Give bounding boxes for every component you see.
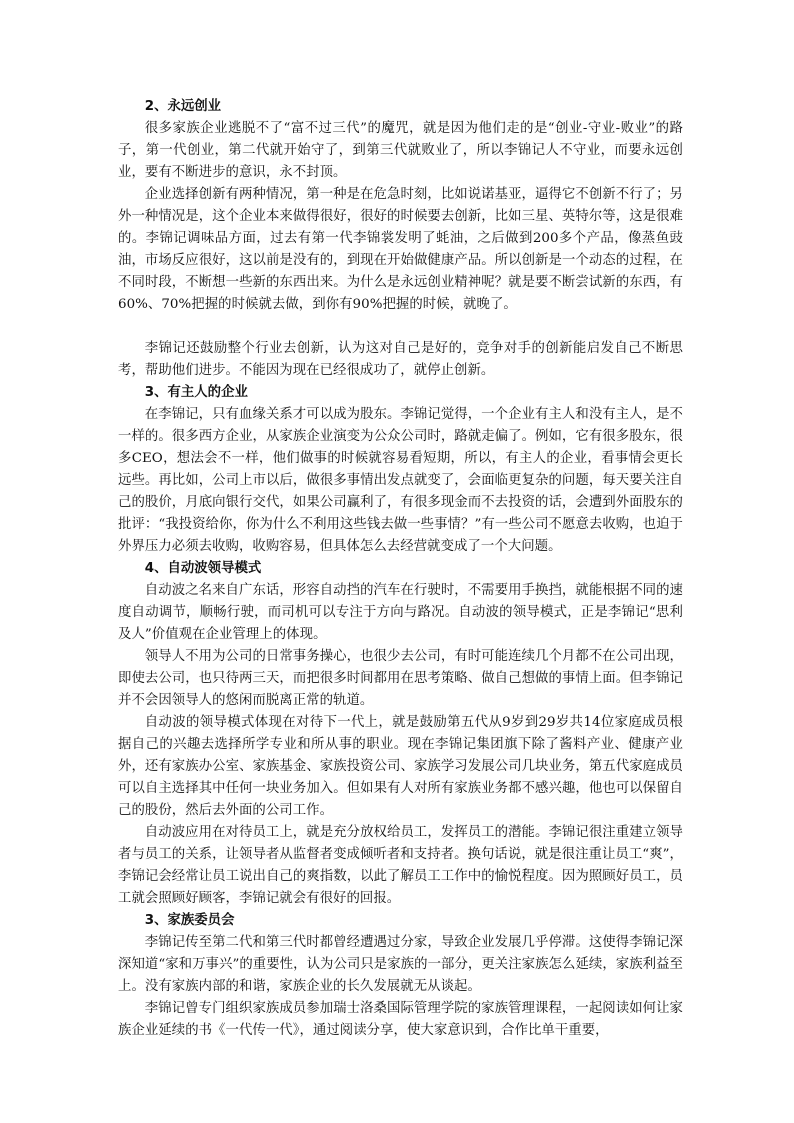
- section-heading-perpetual-entrepreneurship: 2、永远创业: [144, 99, 222, 114]
- section-heading-family-council: 3、家族委员会: [144, 913, 235, 928]
- paragraph: 李锦记传至第二代和第三代时都曾经遭遇过分家，导致企业发展几乎停滞。这使得李锦记深深知道“家和万事兴”的重要性，认为公司只是家族的一部分，更关注家族怎么延续，家族利益至上。没有家族内部的和谐，家族企业的长久发展就无从谈起。: [118, 935, 683, 994]
- paragraph: 企业选择创新有两种情况，第一种是在危急时刻，比如说诺基亚，逼得它不创新不行了；另外一种情况是，这个企业本来做得很好，很好的时候要去创新，比如三星、英特尔等，这是很难的。李锦记调味品方面，过去有第一代李锦裳发明了蚝油，之后做到200多个产品，像蒸鱼豉油，市场反应很好，这以前是没有的，到现在开始做健康产品。所以创新是一个动态的过程，在不同时段，不断想一些新的东西出来。为什么是永远创业精神呢？就是要不断尝试新的东西，有60%、70%把握的时候就去做，到你有90%把握的时候，就晚了。: [118, 187, 683, 312]
- blank-line: [118, 316, 683, 338]
- paragraph: 李锦记曾专门组织家族成员参加瑞士洛桑国际管理学院的家族管理课程，一起阅读如何让家族企业延续的书《一代传一代》，通过阅读分享，使大家意识到，合作比单干重要，: [118, 1001, 683, 1038]
- paragraph: 李锦记还鼓励整个行业去创新，认为这对自己是好的，竞争对手的创新能启发自己不断思考，帮助他们进步。不能因为现在已经很成功了，就停止创新。: [118, 341, 683, 378]
- document-page: [118, 96, 683, 1042]
- paragraph: 自动波应用在对待员工上，就是充分放权给员工，发挥员工的潜能。李锦记很注重建立领导者与员工的关系，让领导者从监督者变成倾听者和支持者。换句话说，就是很注重让员工“爽”，李锦记会经常让员工说出自己的爽指数，以此了解员工工作中的愉悦程度。因为照顾好员工，员工就会照顾好顾客，李锦记就会有很好的回报。: [118, 825, 683, 906]
- paragraph: 领导人不用为公司的日常事务操心，也很少去公司，有时可能连续几个月都不在公司出现，即使去公司，也只待两三天，而把很多时间都用在思考策略、做自己想做的事情上面。但李锦记并不会因领导人的悠闲而脱离正常的轨道。: [118, 649, 683, 708]
- paragraph: 很多家族企业逃脱不了“富不过三代”的魔咒，就是因为他们走的是“创业-守业-败业”的路子，第一代创业，第二代就开始守了，到第三代就败业了，所以李锦记人不守业，而要永远创业，要有不断进步的意识，永不封顶。: [118, 121, 683, 180]
- section-heading-automatic-leadership: 4、自动波领导模式: [144, 561, 262, 576]
- paragraph: 在李锦记，只有血缘关系才可以成为股东。李锦记觉得，一个企业有主人和没有主人，是不一样的。很多西方企业，从家族企业演变为公众公司时，路就走偏了。例如，它有很多股东，很多CEO，想法会不一样，他们做事的时候就容易看短期，所以，有主人的企业，看事情会更长远些。再比如，公司上市以后，做很多事情出发点就变了，会面临更复杂的问题，每天要关注自己的股价，月底向银行交代，如果公司赢利了，有很多现金而不去投资的话，会遭到外面股东的批评：“我投资给你，你为什么不利用这些钱去做一些事情？”有一些公司不愿意去收购，也迫于外界压力必须去收购，收购容易，但具体怎么去经营就变成了一个大问题。: [118, 407, 683, 554]
- section-heading-owned-enterprise: 3、有主人的企业: [144, 385, 248, 400]
- paragraph: 自动波的领导模式体现在对待下一代上，就是鼓励第五代从9岁到29岁共14位家庭成员根据自己的兴趣去选择所学专业和所从事的职业。现在李锦记集团旗下除了酱料产业、健康产业外，还有家族办公室、家族基金、家族投资公司、家族学习发展公司几块业务，第五代家庭成员可以自主选择其中任何一块业务加入。但如果有人对所有家族业务都不感兴趣，他也可以保留自己的股份，然后去外面的公司工作。: [118, 715, 683, 818]
- paragraph: 自动波之名来自广东话，形容自动挡的汽车在行驶时，不需要用手换挡，就能根据不同的速度自动调节，顺畅行驶，而司机可以专注于方向与路况。自动波的领导模式，正是李锦记“思利及人”价值观在企业管理上的体现。: [118, 583, 683, 642]
